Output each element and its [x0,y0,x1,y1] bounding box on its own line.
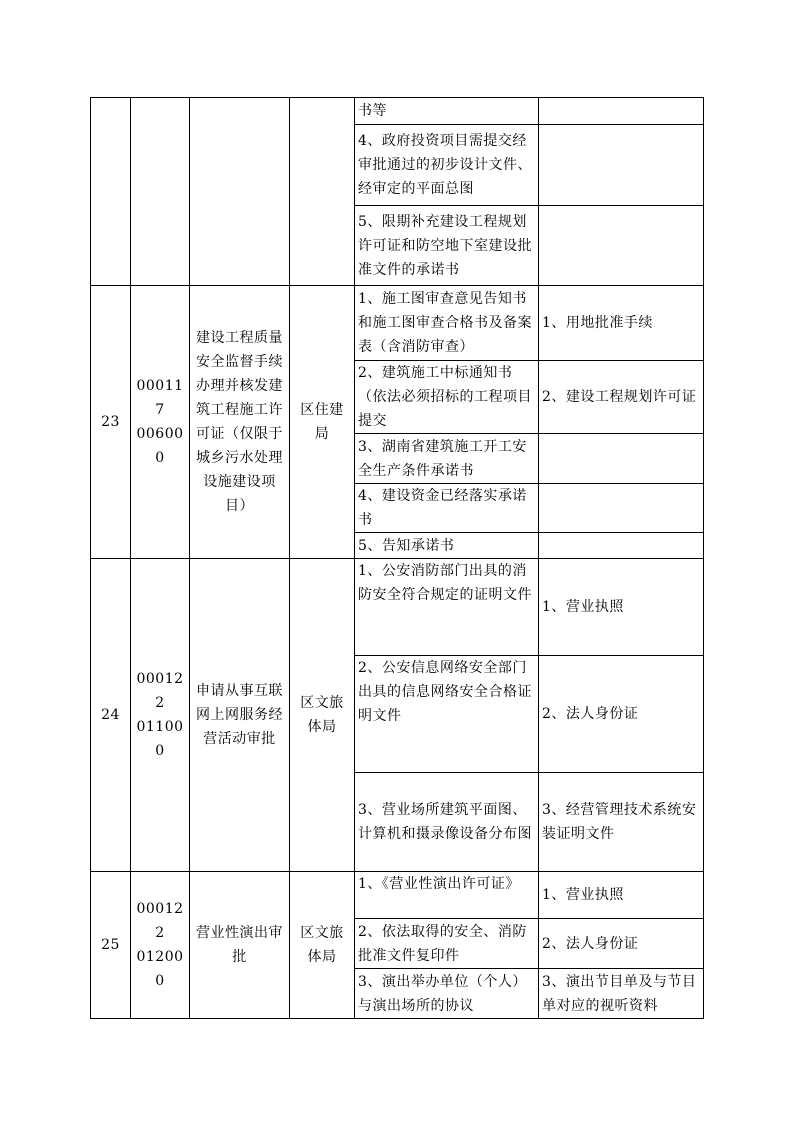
code-cell [131,98,190,286]
material-cell: 2、公安信息网络安全部门出具的信息网络安全合格证 明文件 [355,656,539,773]
material-cell: 2、依法取得的安全、消防批准文件复印件 [355,919,539,969]
number-cell: 24 [91,559,131,872]
department-cell: 区文旅 体局 [290,559,355,872]
material-cell: 3、演出举办单位（个人）与演出场所的协议 [355,969,539,1019]
shared-material-cell: 2、建设工程规划许可证 [539,361,704,434]
shared-material-cell [539,533,704,559]
item-name-cell: 建设工程质量安全监督手续办理并核发建筑工程施工许可证（仅限于城乡污水处理设施建设项目） [190,286,290,559]
material-cell: 4、建设资金已经落实承诺书 [355,484,539,533]
shared-material-cell [539,434,704,484]
item-name-cell [190,98,290,286]
shared-material-cell [539,484,704,533]
materials-table [90,97,704,1019]
number-cell [91,98,131,286]
material-cell: 1、施工图审查意见告知书和施工图审查合格书及备案表（含消防审查） [355,286,539,361]
material-cell: 1、《营业性演出许可证》 [355,872,539,919]
shared-material-cell: 1、营业执照 [539,872,704,919]
number-cell: 25 [91,872,131,1019]
department-cell: 区文旅 体局 [290,872,355,1019]
material-cell: 4、政府投资项目需提交经审批通过的初步设计文件、经审定的平面总图 [355,125,539,206]
material-cell: 3、营业场所建筑平面图、计算机和摄录像设备分布图 [355,773,539,872]
shared-material-cell: 3、演出节目单及与节目单对应的视听资料 [539,969,704,1019]
department-cell [290,98,355,286]
material-cell: 5、限期补充建设工程规划许可证和防空地下室建设批准文件的承诺书 [355,206,539,286]
shared-material-cell [539,98,704,125]
table-row [91,872,704,919]
material-cell: 书等 [355,98,539,125]
shared-material-cell [539,206,704,286]
number-cell: 23 [91,286,131,559]
code-cell: 000117 006000 [131,286,190,559]
shared-material-cell: 3、经营管理技术系统安装证明文件 [539,773,704,872]
table-row [91,98,704,125]
department-cell: 区住建 局 [290,286,355,559]
shared-material-cell: 1、营业执照 [539,559,704,656]
shared-material-cell: 2、法人身份证 [539,919,704,969]
table-row [91,559,704,656]
shared-material-cell: 2、法人身份证 [539,656,704,773]
material-cell: 2、建筑施工中标通知书（依法必须招标的工程项目提交 [355,361,539,434]
material-cell: 3、湖南省建筑施工开工安全生产条件承诺书 [355,434,539,484]
item-name-cell: 营业性演出审批 [190,872,290,1019]
item-name-cell: 申请从事互联网上网服务经营活动审批 [190,559,290,872]
material-cell: 5、告知承诺书 [355,533,539,559]
table-row [91,286,704,361]
shared-material-cell: 1、用地批准手续 [539,286,704,361]
material-cell: 1、公安消防部门出具的消防安全符合规定的证明文件 [355,559,539,656]
code-cell: 000122 011000 [131,559,190,872]
shared-material-cell [539,125,704,206]
code-cell: 000122 012000 [131,872,190,1019]
